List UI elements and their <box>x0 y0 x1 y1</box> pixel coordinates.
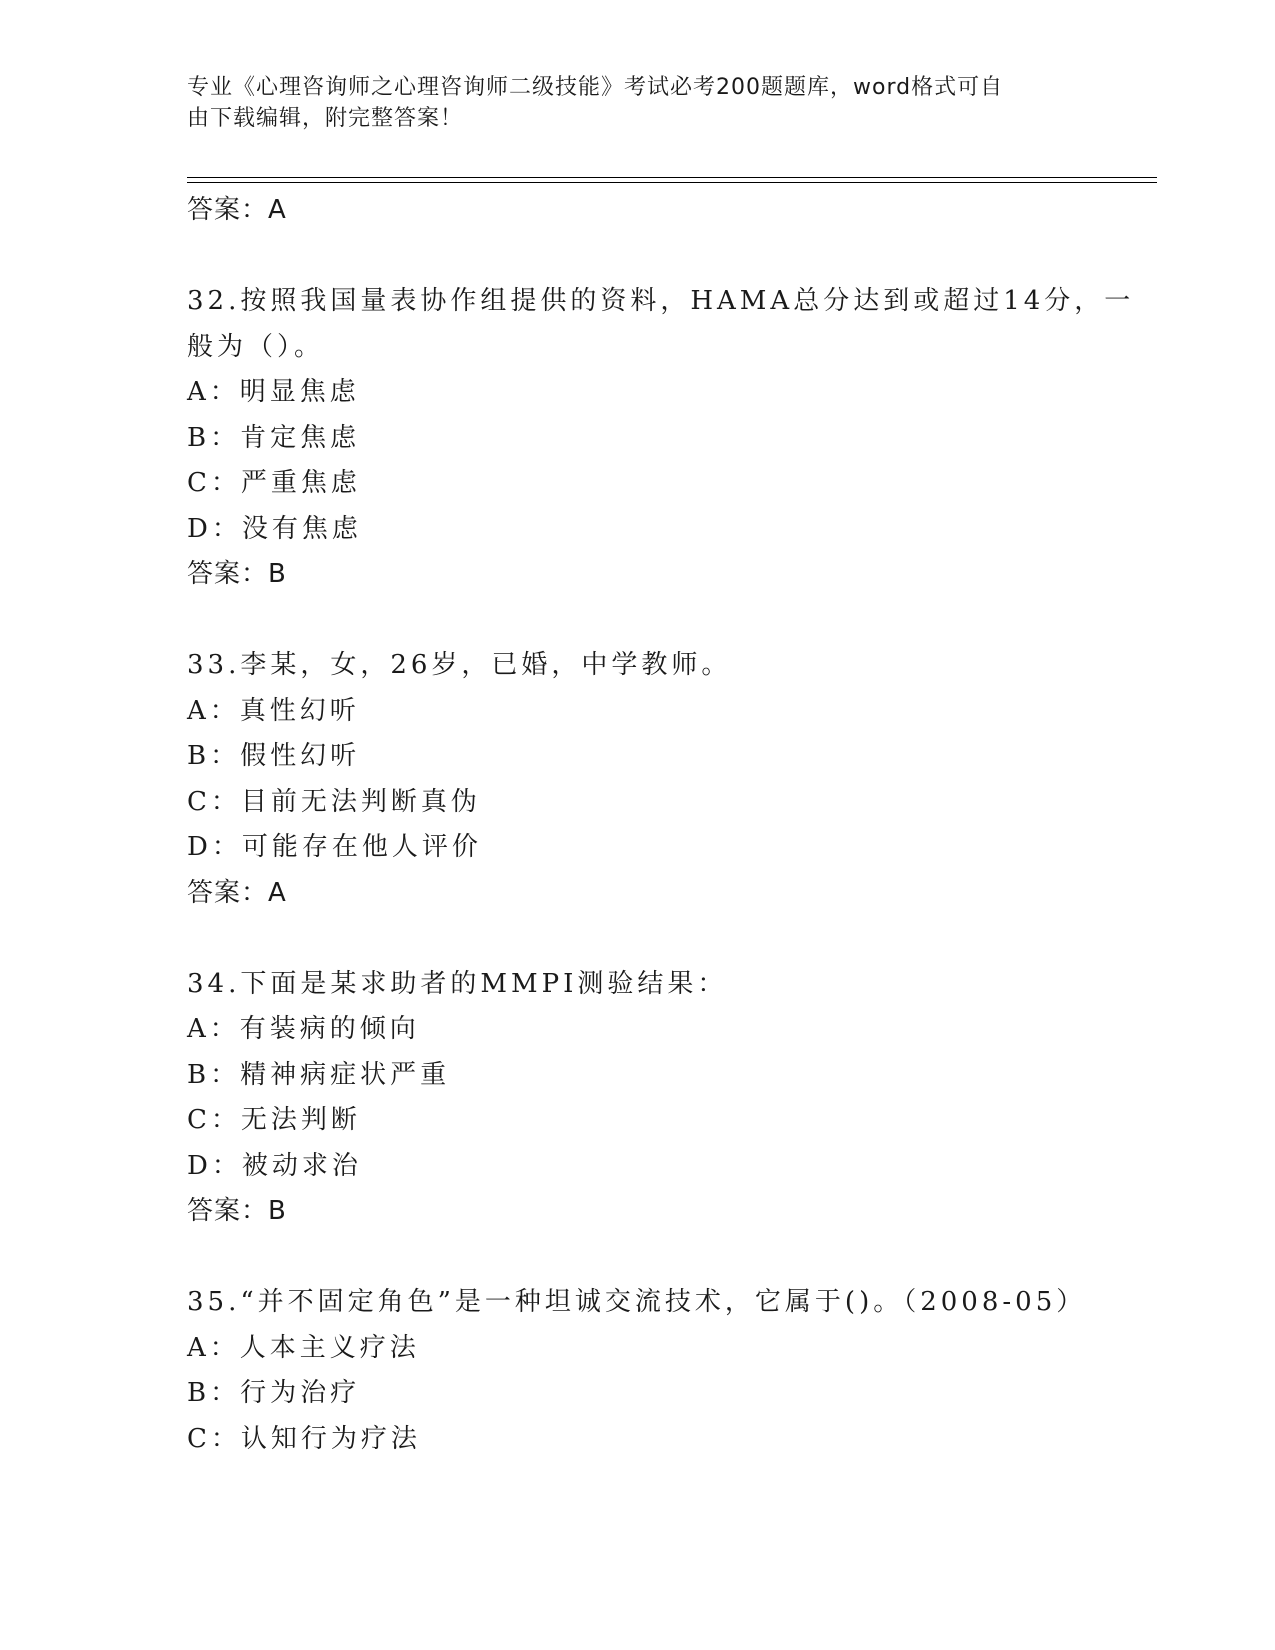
question-33 <box>187 643 1087 916</box>
question-list <box>187 188 1135 1462</box>
option-b: B：行为治疗 <box>187 1378 361 1408</box>
previous-answer: 答案：A <box>187 195 287 225</box>
question-35 <box>187 1280 1087 1462</box>
answer: 答案：B <box>187 1196 287 1226</box>
question-text: 33.李某，女，26岁，已婚，中学教师。 <box>187 650 732 680</box>
header-line-2: 由下载编辑，附完整答案！ <box>187 106 464 131</box>
option-c: C：认知行为疗法 <box>187 1423 421 1454</box>
option-a: A：真性幻听 <box>187 695 360 726</box>
question-text: 32.按照我国量表协作组提供的资料，HAMA总分达到或超过14分，一 <box>187 286 1135 316</box>
option-a: A：有装病的倾向 <box>187 1014 420 1044</box>
answer: 答案：A <box>187 877 287 908</box>
question-text: 35.“并不固定角色”是一种坦诚交流技术，它属于()。（2008-05） <box>187 1287 1087 1317</box>
option-c: C：无法判断 <box>187 1105 361 1135</box>
option-c: C：严重焦虑 <box>187 468 361 498</box>
question-32 <box>187 279 1135 598</box>
option-d: D：可能存在他人评价 <box>187 832 482 862</box>
option-b: B：肯定焦虑 <box>187 422 361 453</box>
option-d: D：被动求治 <box>187 1150 362 1181</box>
option-b: B：精神病症状严重 <box>187 1059 451 1090</box>
option-c: C：目前无法判断真伪 <box>187 786 481 817</box>
header-line-1: 专业《心理咨询师之心理咨询师二级技能》考试必考200题题库，word格式可自 <box>187 75 1004 100</box>
question-34 <box>187 962 1087 1235</box>
question-text-cont: 般为（）。 <box>187 331 325 362</box>
answer: 答案：B <box>187 559 287 589</box>
option-a: A：明显焦虑 <box>187 377 360 407</box>
header-divider-top <box>187 177 1157 178</box>
question-text: 34.下面是某求助者的MMPI测验结果： <box>187 968 728 999</box>
document-header <box>187 72 1067 134</box>
option-a: A：人本主义疗法 <box>187 1332 420 1363</box>
option-b: B：假性幻听 <box>187 741 361 771</box>
option-d: D：没有焦虑 <box>187 513 362 544</box>
header-divider-bottom <box>187 182 1157 183</box>
